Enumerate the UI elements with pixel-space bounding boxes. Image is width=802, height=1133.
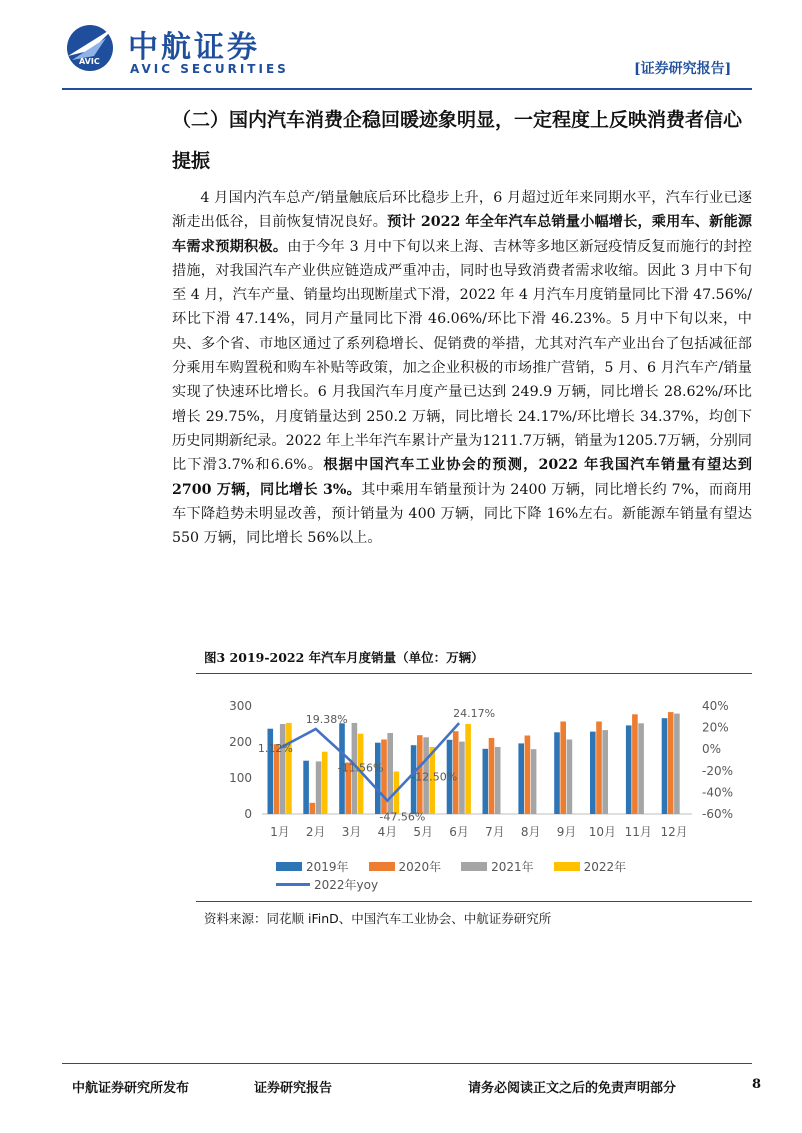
y-right-tick-label: -20% — [702, 763, 734, 778]
page-number: 8 — [752, 1077, 762, 1092]
legend-item — [276, 858, 349, 875]
figure-title: 图3 2019-2022 年汽车月度销量（单位：万辆） — [204, 650, 484, 665]
bar-2019年-7月 — [483, 749, 489, 814]
bar-2019年-10月 — [590, 732, 596, 814]
legend-line-swatch — [276, 883, 310, 886]
y-left-tick-label: 0 — [244, 807, 252, 821]
brand-name-en: AVIC SECURITIES — [130, 62, 289, 76]
legend-label: 2022年yoy — [314, 878, 379, 892]
footer-publisher: 中航证券研究所发布 — [72, 1081, 190, 1096]
footer-disclaimer: 请务必阅读正文之后的免责声明部分 — [468, 1081, 677, 1096]
text-run-1: 4 月国内汽车总产/销量触底后环比稳步上升，6 月超过近年来同期水平，汽车行业已逐渐走出低谷，目前恢复情况良好。 — [172, 190, 752, 231]
x-tick-label: 4月 — [377, 825, 398, 839]
figure-source: 资料来源：同花顺 iFinD、中国汽车工业协会、中航证券研究所 — [204, 911, 552, 926]
bar-2021年-9月 — [567, 740, 573, 815]
y-left-tick-label: 300 — [229, 699, 252, 713]
x-tick-label: 12月 — [660, 825, 688, 839]
bar-2021年-10月 — [602, 730, 608, 814]
y-right-tick-label: -60% — [702, 807, 734, 821]
bar-2020年-10月 — [596, 722, 602, 815]
header-divider — [62, 88, 752, 90]
x-tick-label: 5月 — [413, 825, 434, 839]
legend-label: 2022年 — [583, 860, 627, 874]
footer-divider — [62, 1063, 752, 1064]
company-logo — [62, 20, 120, 72]
bar-2021年-11月 — [638, 723, 644, 814]
footer-report-type: 证券研究报告 — [254, 1081, 333, 1096]
bar-2019年-8月 — [518, 743, 524, 814]
y-left-tick-label: 200 — [229, 735, 252, 749]
bar-2020年-7月 — [489, 738, 495, 814]
text-run-2: 由于今年 3 月中下旬以来上海、吉林等多地区新冠疫情反复而施行的封控措施，对我国汽车产业供应链造成严重冲击，同时也导致消费者需求收缩。因此 3 月中下旬至 4 月，汽车产量、销量均出现断崖式下滑，2022 年 4 月汽车月度销量同比下滑 47.56%/环比下滑 47.14%，同月产量同比下滑 46.06%/环比下滑 46.23%。5 月中下旬以来，中央、多个省、市地区通过了系列稳增长、促销费的举措，尤其对汽车产业出台了包括减征部分乘用车购置税和购车补贴等政策，加之企业积极的市场推广营销，5 月、6 月汽车产/销量实现了快速环比增长。6 月我国汽车月度产量已达到 249.9 万辆，同比增长 28.62%/环比增长 29.75%，月度销量达到 250.2 万辆，同比增长 24.17%/环比增长 34.37%，均创下历史同期新纪录。2022 年上半年汽车累计产量为1211.7万辆，销量为1205.7万辆，分别同比下滑3.7%和6.6%。 — [172, 238, 752, 474]
text-run-bold-1: 预计 2022 年全年汽车总销量小幅增长，乘用车、新能源车需求预期积极。 — [172, 214, 752, 255]
x-tick-label: 7月 — [485, 825, 505, 839]
bar-2020年-8月 — [525, 736, 531, 815]
legend-item — [554, 858, 627, 875]
chart-legend — [276, 858, 716, 892]
x-tick-label: 1月 — [270, 825, 290, 839]
bar-2021年-7月 — [495, 747, 501, 814]
x-tick-label: 10月 — [588, 825, 617, 839]
bar-2022年-1月 — [286, 723, 292, 814]
bar-2020年-11月 — [632, 714, 638, 814]
legend-swatch — [276, 862, 302, 871]
bar-2019年-9月 — [554, 732, 560, 814]
legend-item — [369, 858, 442, 875]
legend-item — [276, 876, 378, 893]
bar-2021年-6月 — [459, 742, 465, 814]
x-tick-label: 6月 — [449, 825, 469, 839]
x-tick-label: 2月 — [305, 825, 326, 839]
body-paragraph — [172, 186, 752, 550]
bar-2022年-6月 — [465, 724, 471, 814]
legend-label: 2019年 — [306, 860, 349, 874]
paragraph-1 — [172, 186, 752, 550]
brand-name-cn: 中航证券 — [128, 30, 260, 65]
logo-text: AVIC — [79, 57, 100, 66]
legend-swatch — [369, 862, 395, 871]
text-run-bold-2: 根据中国汽车工业协会的预测，2022 年我国汽车销量有望达到 2700 万辆，同比增长 3%。 — [172, 457, 752, 498]
bar-2020年-4月 — [381, 740, 387, 815]
y-left-tick-label: 100 — [229, 771, 252, 785]
text-run-3: 其中乘用车销量预计为 2400 万辆，同比增长约 7%，而商用车下降趋势未明显改善，预计销量为 400 万辆，同比下降 16%左右。新能源车销量有望达 550 万辆，同比增长 56%以上。 — [172, 481, 752, 547]
legend-swatch — [554, 862, 580, 871]
figure-top-rule — [196, 673, 752, 674]
y-right-tick-label: 0% — [702, 742, 722, 757]
bar-2020年-9月 — [560, 722, 566, 815]
bar-2019年-4月 — [375, 743, 381, 814]
bar-2021年-2月 — [316, 761, 322, 814]
yoy-data-label: -12.50% — [411, 770, 458, 784]
bar-2020年-12月 — [668, 712, 674, 814]
bar-2021年-8月 — [531, 749, 537, 814]
section-heading: （二）国内汽车消费企稳回暖迹象明显，一定程度上反映消费者信心提振 — [172, 109, 743, 172]
x-tick-label: 9月 — [556, 825, 577, 839]
yoy-data-label: -11.56% — [337, 761, 384, 775]
legend-swatch — [461, 862, 487, 871]
yoy-data-label: 19.38% — [305, 713, 348, 726]
x-tick-label: 11月 — [624, 825, 652, 839]
bar-2022年-2月 — [322, 752, 328, 814]
bar-2019年-12月 — [662, 718, 668, 814]
report-type-tag: [证券研究报告] — [634, 61, 732, 77]
y-right-tick-label: 40% — [702, 699, 729, 713]
bar-2019年-2月 — [303, 761, 309, 814]
bar-2021年-1月 — [280, 724, 286, 814]
y-right-tick-label: 20% — [702, 720, 729, 735]
bar-2019年-11月 — [626, 725, 632, 814]
bar-2020年-2月 — [310, 803, 316, 814]
x-tick-label: 3月 — [341, 825, 362, 839]
legend-item — [461, 858, 534, 875]
legend-label: 2020年 — [398, 860, 442, 874]
legend-label: 2021年 — [491, 860, 534, 874]
y-right-tick-label: -40% — [702, 785, 734, 800]
bar-2021年-12月 — [674, 714, 680, 814]
x-tick-label: 8月 — [520, 825, 541, 839]
bar-2021年-4月 — [387, 733, 393, 814]
yoy-data-label: 1.12% — [257, 742, 293, 755]
sales-chart — [196, 686, 752, 886]
yoy-data-label: -47.56% — [379, 810, 426, 824]
figure-bottom-rule — [196, 901, 752, 902]
yoy-data-label: 24.17% — [453, 707, 496, 721]
